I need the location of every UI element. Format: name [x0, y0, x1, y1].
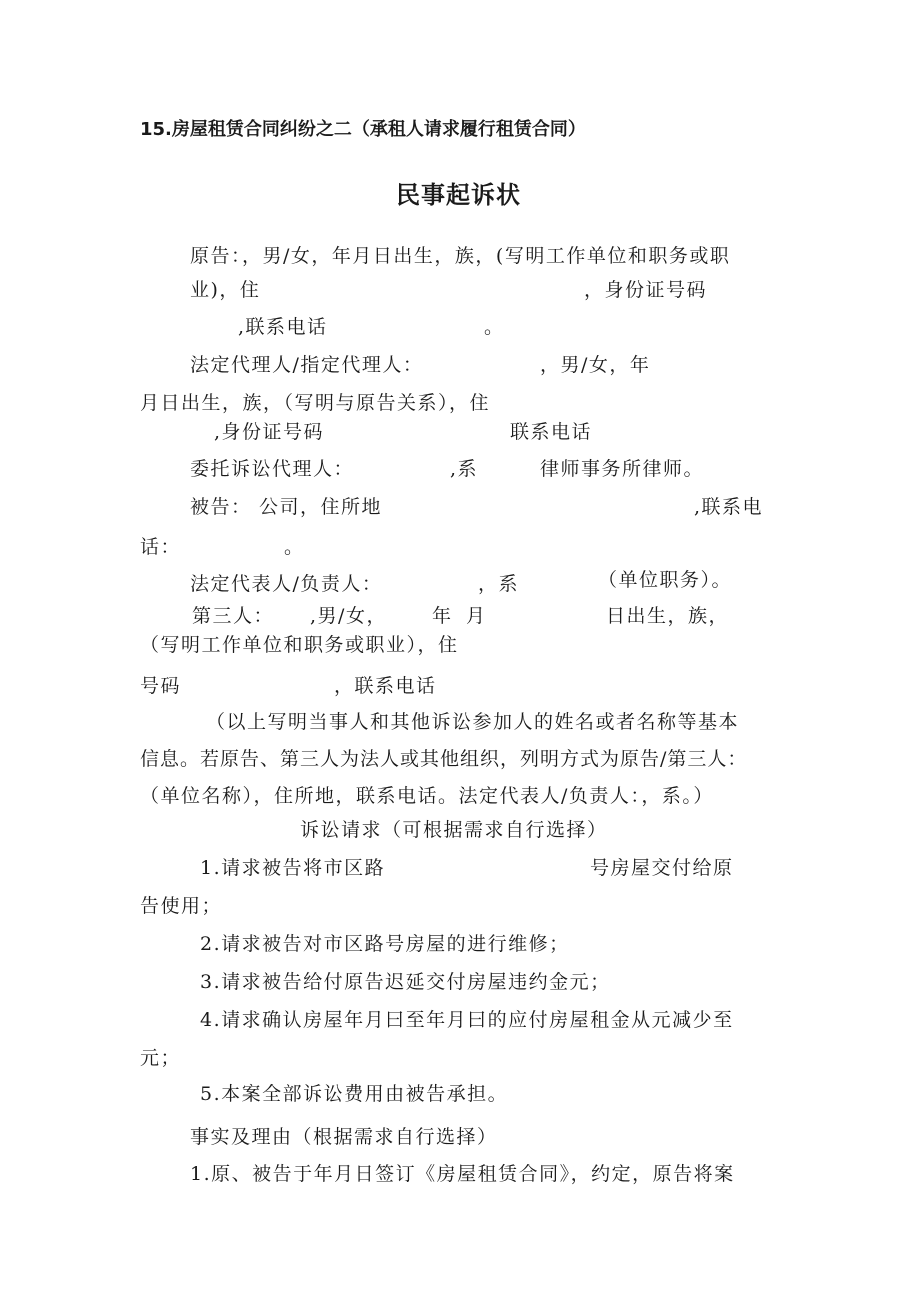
claim-1c: 告使用；	[140, 895, 223, 917]
claim-1b: 号房屋交付给原	[590, 857, 734, 879]
claim-4b: 元；	[140, 1047, 182, 1069]
document-title: 民事起诉状	[396, 181, 521, 209]
claim-3: 3.请求被告给付原告迟延交付房屋违约金元；	[200, 971, 611, 993]
third-party-line-3b: ，联系电话	[334, 675, 437, 697]
defendant-rep-b: ，系	[478, 573, 520, 595]
agent-line-1b: ,系	[450, 458, 479, 480]
defendant-line-2b: 。	[284, 536, 305, 558]
third-party-line-1c: 年	[432, 605, 453, 627]
defendant-rep-c: （单位职务）。	[598, 569, 733, 591]
facts-heading: 事实及理由（根据需求自行选择）	[190, 1126, 498, 1148]
plaintiff-line-2a: 业)，住	[190, 279, 261, 301]
note-line-1: （以上写明当事人和其他诉讼参加人的姓名或者名称等基本	[206, 711, 740, 733]
claim-2: 2.请求被告对市区路号房屋的进行维修；	[200, 933, 570, 955]
claim-5: 5.本案全部诉讼费用由被告承担。	[200, 1083, 509, 1105]
legal-rep-line-3b: 联系电话	[510, 421, 593, 443]
legal-rep-line-1b: ，男/女，年	[540, 354, 651, 376]
defendant-line-1b: ,联系电	[694, 496, 764, 518]
plaintiff-line-3: ,联系电话	[238, 316, 328, 338]
claim-1a: 1.请求被告将市区路	[200, 857, 386, 879]
fact-1: 1.原、被告于年月日签订《房屋租赁合同》，约定，原告将案	[190, 1163, 735, 1185]
defendant-line-2a: 话：	[140, 536, 182, 558]
third-party-line-1d: 月	[466, 605, 487, 627]
plaintiff-line-1: 原告：，男/女，年月日出生，族，(写明工作单位和职务或职	[190, 245, 731, 267]
third-party-line-1b: ,男/女，	[310, 605, 387, 627]
legal-rep-line-3a: ,身份证号码	[214, 421, 325, 443]
note-line-2: 信息。若原告、第三人为法人或其他组织，列明方式为原告/第三人：	[140, 748, 748, 770]
agent-line-1a: 委托诉讼代理人：	[190, 458, 355, 480]
third-party-line-1a: 第三人：	[192, 605, 275, 627]
agent-line-1c: 律师事务所律师。	[540, 458, 705, 480]
document-heading: 15.房屋租赁合同纠纷之二（承租人请求履行租赁合同）	[140, 119, 586, 140]
legal-rep-line-1a: 法定代理人/指定代理人：	[190, 354, 424, 376]
defendant-line-1a: 被告： 公司，住所地	[190, 496, 383, 518]
third-party-line-2: （写明工作单位和职务或职业），住	[140, 634, 459, 656]
claim-4a: 4.请求确认房屋年月曰至年月曰的应付房屋租金从元减少至	[200, 1009, 734, 1031]
claims-heading: 诉讼请求（可根据需求自行选择）	[300, 819, 608, 841]
note-line-3: （单位名称），住所地，联系电话。法定代表人/负责人：，系。）	[140, 785, 714, 807]
plaintiff-line-2b: ，身份证号码	[584, 279, 708, 301]
legal-rep-line-2: 月日出生，族，（写明与原告关系），住	[140, 392, 491, 414]
third-party-line-3a: 号码	[140, 675, 182, 697]
defendant-rep-a: 法定代表人/负责人：	[190, 573, 383, 595]
third-party-line-1e: 日出生，族，	[606, 605, 730, 627]
plaintiff-line-3-end: 。	[484, 316, 505, 338]
